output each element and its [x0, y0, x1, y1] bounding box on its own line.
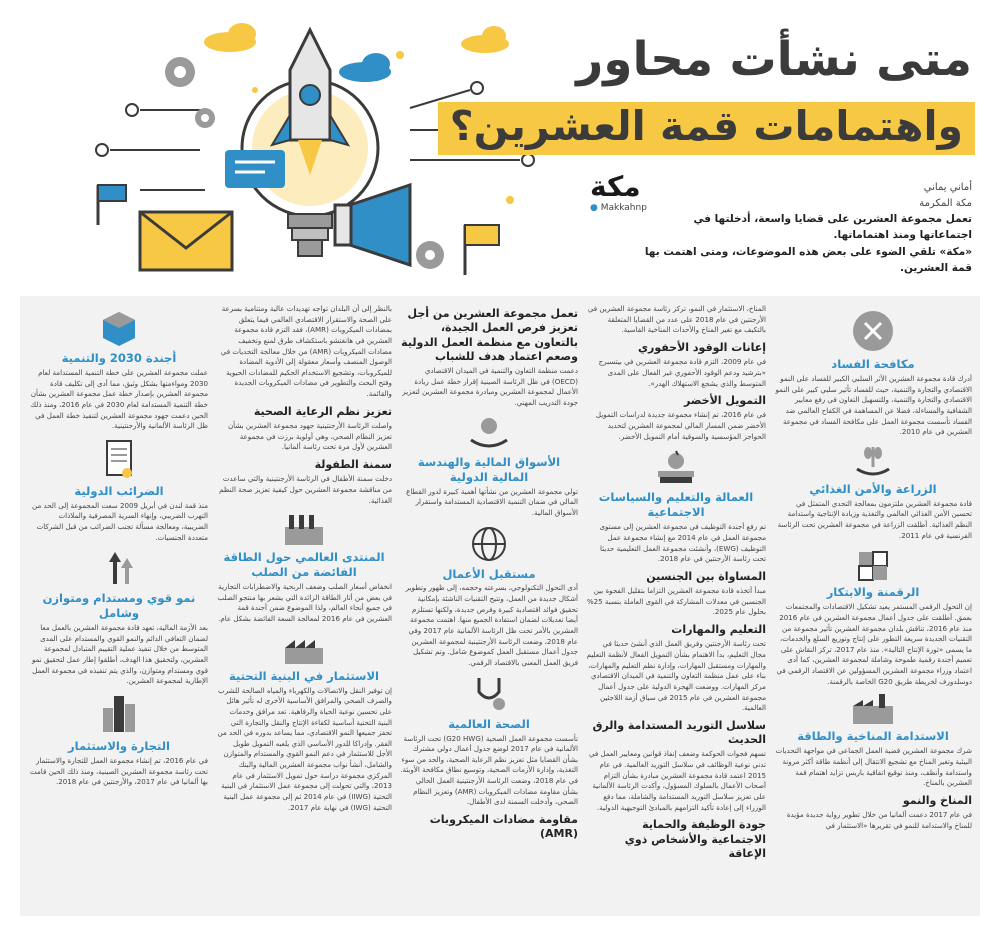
author-name: أماني يماني — [923, 182, 972, 193]
section-text: دعمت منظمة التعاون والتنمية في الميدان الاقتصادي (OECD) في ظل الرئاسة الصينية إقرار خطة عمل ريادة الأعمال لمجموعة العشرين ومبادرة مجموعة العشرين لتعزيز جودة التدريب المهني. — [402, 366, 578, 408]
section-title: التمويل الأخضر — [683, 394, 766, 408]
gear-icon — [195, 108, 215, 128]
column-1 — [774, 304, 972, 909]
cube-icon — [99, 308, 139, 348]
section-agenda-2030 — [30, 308, 208, 432]
section-title: نمو قوي ومستدام ومتوازن وشامل — [42, 591, 196, 621]
section-text: في عام 2009، التزم قادة مجموعة العشرين في بيتسبرج «بترشيد ودعم الوقود الأحفوري غير الفعال على المدى المتوسط والذي يشجع الاستهلاك الهدر». — [598, 357, 766, 388]
section-title: التعليم والمهارات — [671, 623, 766, 637]
section-financial-markets — [400, 414, 578, 519]
flag-icon — [98, 185, 126, 225]
section-text: في عام 2016، تم إنشاء مجموعة جديدة لدراسات التمويل الأخضر ضمن المسار المالي لمجموعة العشرين لتحديد الحواجز المؤسسية والسوقية أمام التمويل الأخضر. — [595, 410, 766, 441]
section-amr — [400, 813, 578, 842]
section-gender-equality — [586, 570, 766, 618]
section-title: جودة الوظيفة والحماية الاجتماعية والأشخاص ذوي الإعاقة — [624, 818, 766, 860]
section-infrastructure — [216, 630, 392, 814]
section-text: في عام 2016، تم إنشاء مجموعة العمل للتجارة والاستثمار تحت رئاسة مجموعة العشرين الصينية، ومنذ ذلك الحين قامت بها ألمانيا في عام 2017، والأرجنتين في عام 2018. — [30, 755, 208, 787]
globe-icon — [469, 524, 509, 564]
section-title: المساواة بين الجنسين — [646, 569, 766, 583]
section-text: بعد الأزمة المالية، تعهد قادة مجموعة العشرين بالعمل معا لضمان التعافي الدائم والنمو القوي والمستدام على المدى المتوسط من خلال تنفيذ عملية التقييم المتبادل لمجموعة العشرين، ولتحقيق هذا الهدف، أطلقوا إطار عمل لتحقيق نمو قوي ومستدام ومتوازن، والذي يتم تنفيذه في مجموعة العمل الإطارية لمجموعة العشرين. — [31, 623, 208, 686]
section-text: إن التحول الرقمي المستمر يعيد تشكيل الاقتصادات والمجتمعات بعمق. أطلقت على جدول أعمال مجموعة العشرين في عام 2016 منذ عام 2016، تناقش بلدان مجموعة العشرين تأثير مجموعة من التقنيات الجديدة سريعة التطور على إنتاج وتوزيع السلع والخدمات، ما يسمى «ثورة الإنتاج التالية». منذ عام 2017، تركز النقاش على تعميم أجندة رقمية طموحة وشاملة لمجموعة العشرين، كما أدى اعتماد وزراء مجموعة العشرين المسؤولين عن الاقتصاد الرقمي في دوسلدورف لخريطة طريق G20 الخاصة بالرقمنة. — [776, 602, 972, 686]
section-title: مستقبل الأعمال — [442, 566, 536, 581]
cloud-icon — [461, 26, 509, 53]
twitter-handle: ● Makkahnp — [590, 203, 647, 213]
section-text: عملت مجموعة العشرين على خطة التنمية المستدامة لعام 2030 ومواءمتها بشكل وثيق، مما أدى إلى تكليف قادة مجموعة العشرين بإصدار خطة عمل مجموعة العشرين بشأن خطة التنمية المستدامة لعام 2030 في عام 2016، ومنذ ذلك الحين دعمت جهود مجموعة العشرين لتنفيذ خطة العمل في ظل الرئاسة الألمانية والأرجنتينية. — [30, 367, 208, 431]
section-title: المنتدى العالمي حول الطاقة الفائضة من الصلب — [223, 550, 385, 580]
section-title: الزراعة والأمن الغذائي — [809, 481, 937, 496]
section-text: انخفاض أسعار الصلب وضعف الربحية والاضطرابات التجارية في بعض من أثار الطاقة الزائدة التي يشعر بها منتجو الصلب في جميع أنحاء العالم، ولذا الموضوع ضمن أجندة قمة العشرين في عام 2016 لمعالجة السعة الفائضة بشكل عام. — [217, 582, 392, 623]
section-title: الاستدامة المناخية والطاقة — [797, 729, 949, 744]
section-climate-energy — [774, 692, 972, 789]
envelope-icon — [140, 212, 232, 270]
section-education-skills — [586, 623, 766, 714]
intro-text-1: تعمل مجموعة العشرين على قضايا واسعة، أدخلتها في اجتماعاتها ومنذ اهتماماتها. — [693, 213, 972, 242]
section-text: شرك مجموعة العشرين قضية العمل الجماعي في مواجهة التحديات البيئية وتغير المناخ مع تشجيع الانتقال إلى أنظمة طاقة أكثر مرونة واستدامة وأنظف، ومنذ توقيع اتفاقية باريس تزايد اهتمام قمة العشرين بالمناخ. — [775, 746, 972, 788]
section-text: تم رفع أجندة التوظيف في مجموعة العشرين إلى مستوى مجموعة العمل في عام 2014 مع إنشاء مجموعة عمل التوظيف (EWG)، وأنشئت مجموعة العمل التعليمية حديثا تحت رئاسة الأرجنتين في عام 2018. — [599, 522, 766, 564]
section-title: مقاومة مضادات الميكروبات (AMR) — [429, 813, 578, 841]
section-title: تعمل مجموعة العشرين من أجل تعزيز فرص العمل الجيدة، بالتعاون مع منظمة العمل الدولية وصعم اعتماد هدف للشباب — [401, 307, 578, 363]
puzzle-icon — [853, 546, 893, 582]
intro-text-2: «مكة» تلقي الضوء على بعض هذه الموضوعات، ومتى اهتمت بها قمة العشرين. — [644, 245, 972, 274]
section-text: أدرك قادة مجموعة العشرين الأثر السلبي الكبير للفساد على النمو الاقتصادي والتجارة والتنمية، حيث للفساد تأثير سلبي كبير على النمو الاقتصادي والتجارة والتنمية، وللتسهيل التعاون في رفع معايير الشفافية والمساءلة، فضلا عن المساهمة في الكفاح العالمي ضد الفساد تأسست مجموعة العمل على مكافحة الفساد في مجموعة العشرين في عام 2010. — [775, 373, 972, 437]
gear-icon — [416, 241, 444, 269]
section-anticorruption — [774, 308, 972, 438]
section-agriculture — [774, 443, 972, 542]
section-text: في عام 2017 دعمت ألمانيا من خلال تطوير رواية جديدة مؤيدة للمناخ والاستدامة للنمو في تقريرها «الاستثمار في — [786, 810, 972, 830]
city-name: مكة المكرمة — [919, 197, 972, 209]
oil-factory-icon — [281, 511, 327, 547]
twitter-icon: ● — [590, 203, 598, 213]
section-trade-investment — [30, 692, 208, 788]
section-text: تولي مجموعة العشرين من نشأتها أهمية كبيرة لدور القطاع المالي في ضمان التنمية الاقتصادية المستدامة واستقرار الأسواق المالية. — [406, 486, 578, 517]
section-climate-intro — [586, 304, 766, 336]
section-global-health — [400, 674, 578, 808]
section-title: الصحة العالمية — [448, 716, 530, 731]
section-text: أدى التحول التكنولوجي، بسرعته وحجمه، إلى ظهور وتطوير أشكال جديدة من العمل، وتتيح التقنيات الناشئة بإمكانية تحقيق فوائد اقتصادية كبيرة وفرص جديدة، ولكنها تستلزم أيضا تعديلات لضمان استفادة الجميع منها. اهتمت مجموعة العشرين بالأمر تحت ظل الرئاسة الألمانية عام 2017 وفي عام 2018، وضعت الرئاسة الأرجنتينية لمجموعة العشرين جدول أعمال مستقبل العمل كموضوع شامل. وتم تشكيل فريق العمل المعني بالاقتصاد الرقمي. — [405, 583, 578, 667]
section-title: المناخ والنمو — [902, 793, 972, 807]
hero-section — [0, 0, 1000, 290]
flag-icon — [465, 225, 499, 275]
section-title: الأسواق المالية والهندسة المالية الدولية — [417, 454, 561, 484]
section-text: إن توفير النقل والاتصالات والكهرباء والمياه الصالحة للشرب والصرف الصحي والمرافق الأساسية الأخرى له تأثير هائل على تحسين نوعية الحياة والرفاهية. تعد مرافق وخدمات البنية التحتية أساسية لكفاءة الإنتاج والنقل والتجارة التي تحفز جميعها النمو الاقتصادي، مما يساعد بدوره في الحد من الفقر. وإدراكا للدور الأساسي الذي يلعبه التمويل طويل الأجل للاستثمار في دعم النمو القوي والمستدام والمتوازن والشامل، أنشأ نواب مجموعة العشرين المالية والبنك المركزي مجموعة دراسة حول تمويل الاستثمار في عام 2013، والتي تحولت إلى مجموعة عمل الاستثمار في البنية التحتية (IIWG) في عام 2014 ثم إلى مجموعة عمل البنية التحتية (IWG) في نهاية عام 2017. — [217, 685, 392, 812]
section-green-finance — [586, 394, 766, 442]
section-employment-education — [586, 447, 766, 564]
x-circle-icon — [850, 308, 896, 354]
content-grid — [20, 296, 980, 916]
section-title: أجندة 2030 والتنمية — [61, 351, 177, 365]
section-tax — [30, 437, 208, 544]
wheat-hand-icon — [853, 443, 893, 479]
section-title: التجارة والاستثمار — [68, 739, 170, 753]
page-title-line-1: متى نشأت محاور — [576, 32, 972, 87]
section-text: بالنظر إلى أن البلدان تواجه تهديدات عالية ومتنامية بسرعة على الصحة والاستقرار الاقتصادي العالمي فيما يتعلق بمضادات الميكروبات (AMR)، فقد التزم قادة مجموعة العشرين في هانغتشو باستكشاف طرق لمنع وتخفيف مضادات الميكروبات (AMR) من خلال معالجة التحديات في الوصول المنصف وأسعار معقولة إلى الأدوية المضادة للميكروبات، وتشجيع الاستخدام الحكيم للمضادات الحيوية وفتح البحث والتطوير في مضادات الميكروبات الجديدة والقائمة. — [220, 304, 392, 399]
byline — [642, 180, 972, 276]
section-growth — [30, 548, 208, 687]
column-4 — [216, 304, 392, 909]
section-title: الاستثمار في البنية التحتية — [229, 668, 379, 683]
section-title: تعزيز نظم الرعاية الصحية — [253, 404, 392, 418]
section-title: إعانات الوقود الأحفوري — [637, 340, 766, 354]
chat-bubble-icon — [225, 150, 285, 188]
stethoscope-icon — [469, 674, 509, 714]
page-title-line-2: واهتمامات قمة العشرين؟ — [438, 102, 975, 155]
section-text: تحت رئاسة الأرجنتين وفريق العمل الذي أنشئ حديثا في مجال التعليم، بدأ الاهتمام بشأن التمويل الفعال لأنظمة التعليم والمهارات ومستقبل المهارات، وإدارة نظم التعليم والمهارات، بناء على عمل منظمة التعاون والتنمية في الميدان الاقتصادي مركز المهارات. ووضعت الهجرة الدولية على جدول أعمال مجموعة العشرين في عام 2015 في سياق أزمة اللاجئين العالمية. — [586, 639, 766, 713]
section-text: واصلت الرئاسة الأرجنتينية جهود مجموعة العشرين بشأن تعزيز النظام الصحي، وهي أولوية برزت في مجموعة العشرين لأول مرة تحت رئاسة ألمانيا. — [227, 421, 392, 452]
section-title: سمنة الطفولة — [314, 457, 392, 471]
section-climate-growth — [774, 794, 972, 832]
section-title: العمالة والتعليم والسياسات الاجتماعية — [598, 490, 754, 520]
section-text: المناخ، الاستثمار في النمو، تركز رئاسة مجموعة العشرين في الأرجنتين في عام 2018 على عدد من القضايا المتعلقة بالتكيف مع تغير المناخ والأحداث المناخية القاسية. — [587, 304, 766, 335]
coin-hand-icon — [467, 414, 511, 452]
column-3 — [400, 304, 578, 909]
section-text: تأسست مجموعة العمل الصحية (G20 HWG) تحت الرئاسة الألمانية في عام 2017 لوضع جدول أعمال دولي مشترك بشأن القضايا مثل تعزيز نظم الرعاية الصحية، والحد من سوء التغذية، وإدارة الأزمات الصحية، وتوسيع نطاق مكافحة الأوبئة. في عام 2018، وضعت الرئاسة الأرجنتينية العمل الحالي بشأن مقاومة مضادات الميكروبات (AMR) وتعزيز النظام الصحي، وأدخلت السمنة لدى الأطفال. — [400, 733, 578, 807]
section-fossil-fuels — [586, 341, 766, 389]
scroll-icon — [99, 437, 139, 481]
gear-icon — [165, 57, 195, 87]
plant-icon — [281, 630, 327, 666]
section-child-obesity — [216, 458, 392, 506]
section-amr-text — [216, 304, 392, 400]
section-health-systems — [216, 405, 392, 453]
city-icon — [97, 692, 141, 736]
section-supply-chains — [586, 719, 766, 813]
growth-arrows-icon — [99, 548, 139, 588]
cloud-icon — [339, 53, 391, 82]
section-text: تسهم فجوات الحوكمة وضعف إنفاذ قوانين ومعايير العمل في تدني نوعية الوظائف في سلاسل التوريد العالمية. في عام 2015 اعتمد قادة مجموعة العشرين مبادرة بشأن التزام أصحاب الأعمال بالسلوك المسؤول، وأكدت الرئاسة الألمانية على تعزيز سلاسل التوريد المستدامة والشاملة، مما دفع الوزراء إلى إعادة تأكيد التزامهم بالمبادئ التوجيهية الدولية. — [588, 749, 766, 812]
section-job-quality — [586, 818, 766, 861]
section-future-work — [400, 524, 578, 669]
logo-mark: مكة — [590, 170, 641, 203]
section-title: سلاسل التوريد المستدامة والرق الحديث — [592, 718, 766, 747]
column-5 — [30, 304, 208, 909]
cloud-icon — [204, 23, 256, 52]
page-title-line-2-wrapper — [438, 102, 975, 155]
factory-icon — [849, 692, 897, 726]
section-jobs-oecd — [400, 307, 578, 409]
section-text: منذ قمة لندن في أبريل 2009 سعت المجموعة إلى الحد من التهرب الضريبي، وإنهاء السرية المصرفية والملاذات الضريبية، ومعالجة مسألة تجنب الضرائب من قبل الشركات متعددة الجنسيات. — [32, 500, 208, 542]
section-text: دخلت سمنة الأطفال في الرئاسة الأرجنتينية والتي ساعدت من مناقشة مجموعة العشرين حول كيفية تعزيز صحة النظم الغذائية. — [219, 474, 392, 505]
section-title: الضرائب الدولية — [74, 483, 164, 498]
books-apple-icon — [652, 447, 700, 487]
section-text: قادة مجموعة العشرين ملتزمون بمعالجة التحدي المتمثل في تحسين الأمن الغذائي العالمي والتغذية وزيادة الإنتاجية واستدامة النظم الغذائية. أطلقت الزراعة في مجموعة العشرين تحت الرئاسة الفرنسية في عام 2011. — [777, 498, 972, 540]
section-text: مبدأ أتخذه قادة مجموعة العشرين التزاما بتقليل الفجوة بين الجنسين في معدلات المشاركة في القوى العاملة بنسبة 25% بحلول عام 2025. — [586, 586, 766, 617]
column-2 — [586, 304, 766, 909]
section-title: الرقمنة والابتكار — [826, 585, 920, 600]
section-title: مكافحة الفساد — [831, 357, 915, 371]
section-digitization — [774, 546, 972, 687]
section-oil-forum — [216, 511, 392, 624]
